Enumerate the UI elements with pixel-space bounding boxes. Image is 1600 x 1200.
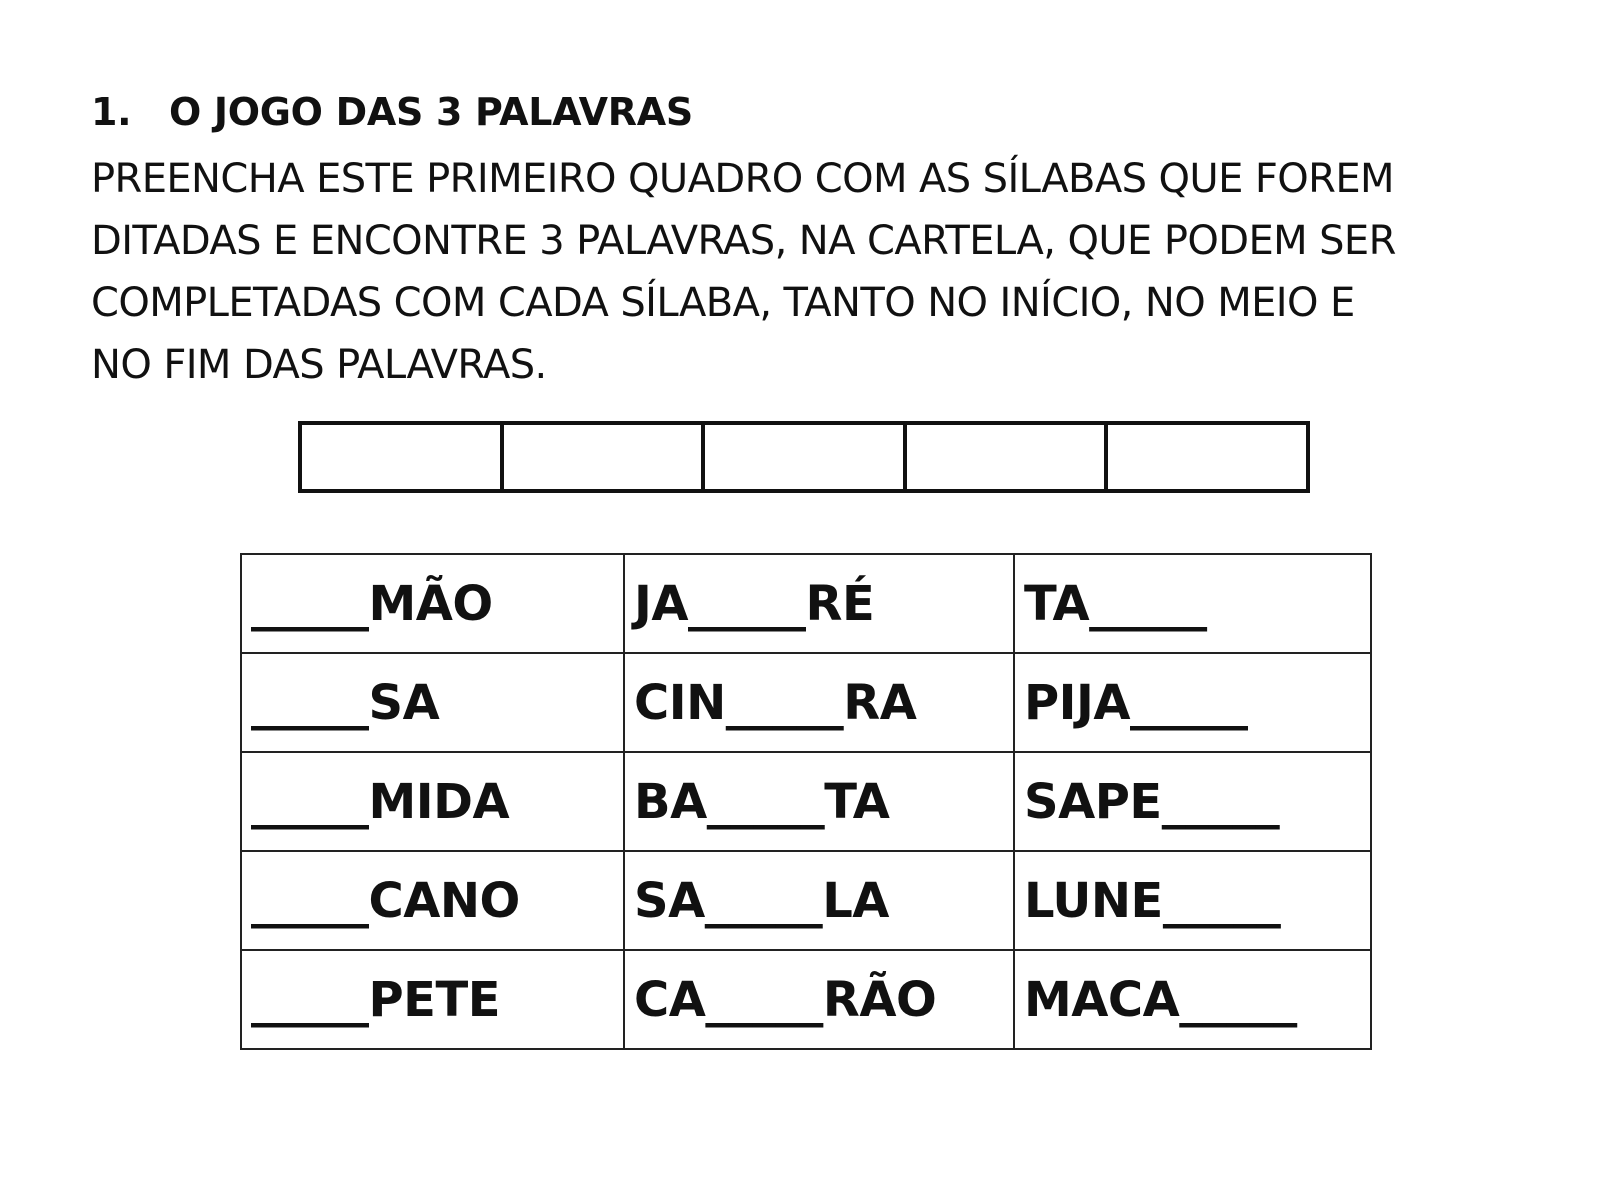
word-cell: JA_____RÉ — [624, 554, 1014, 653]
word-table — [240, 553, 1372, 1050]
table-row — [241, 554, 1371, 653]
syllable-grid-row — [300, 423, 1308, 491]
syllable-box[interactable] — [905, 423, 1107, 491]
word-cell: MACA_____ — [1014, 950, 1371, 1049]
table-row — [241, 653, 1371, 752]
exercise-heading — [91, 90, 693, 134]
word-cell: TA_____ — [1014, 554, 1371, 653]
exercise-title: O JOGO DAS 3 PALAVRAS — [169, 90, 693, 134]
table-row — [241, 851, 1371, 950]
instruction-line: DITADAS E ENCONTRE 3 PALAVRAS, NA CARTELA, QUE PODEM SER — [91, 218, 1396, 264]
syllable-box[interactable] — [502, 423, 704, 491]
syllable-grid — [298, 421, 1310, 493]
word-cell: _____CANO — [241, 851, 624, 950]
word-cell: _____MÃO — [241, 554, 624, 653]
word-cell: SAPE_____ — [1014, 752, 1371, 851]
word-cell: SA_____LA — [624, 851, 1014, 950]
exercise-number: 1. — [91, 90, 132, 134]
word-cell: _____PETE — [241, 950, 624, 1049]
instruction-line: COMPLETADAS COM CADA SÍLABA, TANTO NO INÍCIO, NO MEIO E — [91, 280, 1355, 326]
syllable-box[interactable] — [300, 423, 502, 491]
word-cell: BA_____TA — [624, 752, 1014, 851]
word-cell: CA_____RÃO — [624, 950, 1014, 1049]
table-row — [241, 950, 1371, 1049]
syllable-box[interactable] — [703, 423, 905, 491]
instruction-line: PREENCHA ESTE PRIMEIRO QUADRO COM AS SÍLABAS QUE FOREM — [91, 156, 1394, 202]
word-cell: LUNE_____ — [1014, 851, 1371, 950]
word-cell: _____MIDA — [241, 752, 624, 851]
word-cell: PIJA_____ — [1014, 653, 1371, 752]
instructions — [91, 148, 1511, 396]
table-row — [241, 752, 1371, 851]
word-cell: CIN_____RA — [624, 653, 1014, 752]
syllable-box[interactable] — [1106, 423, 1308, 491]
instruction-line: NO FIM DAS PALAVRAS. — [91, 342, 547, 388]
word-cell: _____SA — [241, 653, 624, 752]
